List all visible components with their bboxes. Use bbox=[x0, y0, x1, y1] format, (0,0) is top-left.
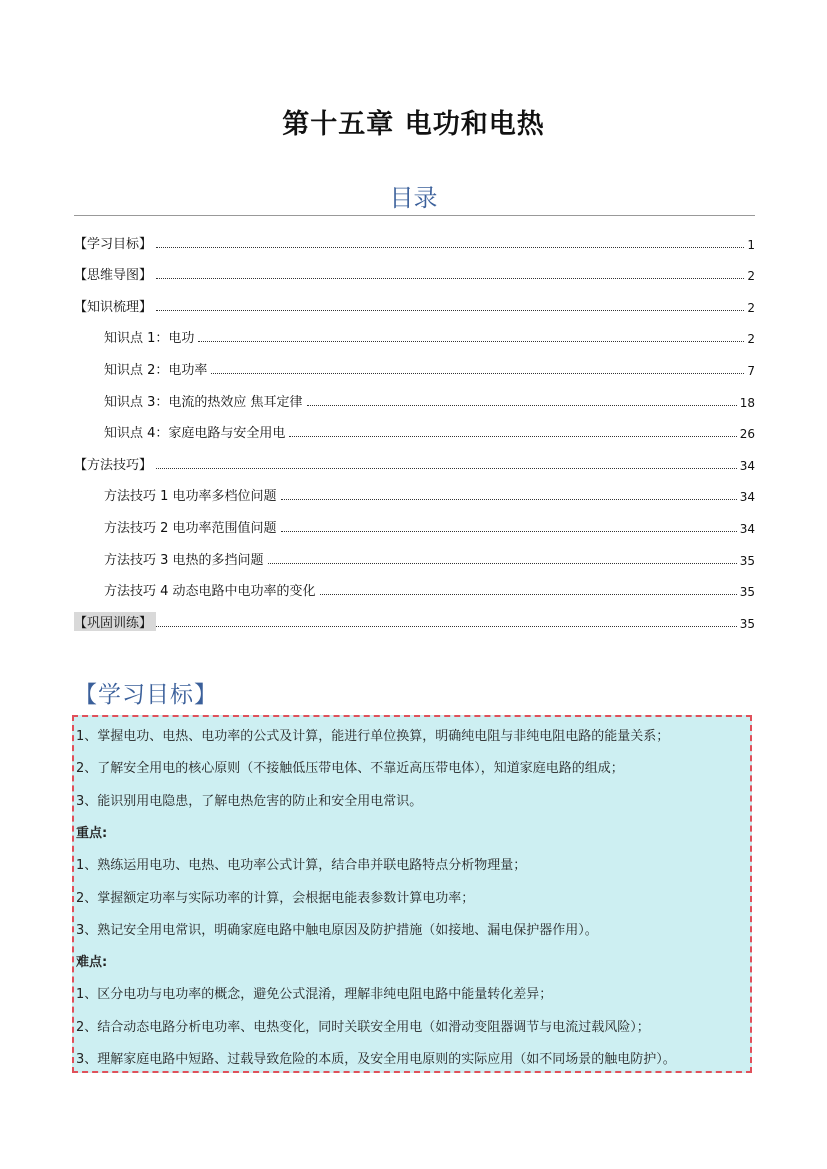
page-title: 第十五章 电功和电热 bbox=[282, 109, 545, 140]
toc-subentry[interactable] bbox=[74, 568, 755, 600]
toc-entry-label: 知识点 1：电功 bbox=[104, 331, 195, 347]
toc-entry-label: 【知识梳理】 bbox=[74, 299, 153, 315]
section-heading: 【学习目标】 bbox=[74, 682, 218, 708]
objective-item: 1、掌握电功、电热、电功率的公式及计算，能进行单位换算，明确纯电阻与非纯电阻电路的能量关系； bbox=[76, 729, 670, 744]
toc-entry-page: 34 bbox=[739, 521, 755, 536]
toc-leader-dots bbox=[307, 404, 737, 406]
objective-item: 3、理解家庭电路中短路、过载导致危险的本质，及安全用电原则的实际应用（如不同场景的触电防护）。 bbox=[76, 1052, 676, 1067]
objective-item: 1、熟练运用电功、电热、电功率公式计算，结合串并联电路特点分析物理量； bbox=[76, 858, 527, 873]
toc-leader-dots bbox=[268, 562, 737, 564]
toc-entry-label: 【巩固训练】 bbox=[74, 612, 156, 631]
toc-subentry[interactable] bbox=[74, 473, 755, 505]
toc-entry[interactable] bbox=[74, 441, 755, 473]
key-points-label: 重点: bbox=[76, 826, 108, 841]
objective-item: 1、区分电功与电功率的概念，避免公式混淆，理解非纯电阻电路中能量转化差异； bbox=[76, 987, 553, 1002]
toc-entry-page: 35 bbox=[739, 585, 755, 600]
toc-entry-page: 26 bbox=[739, 427, 755, 442]
toc-entry-page: 2 bbox=[747, 332, 755, 347]
toc-entry-page: 2 bbox=[747, 300, 755, 315]
toc-entry-page: 34 bbox=[739, 490, 755, 505]
toc-entry-label: 【方法技巧】 bbox=[74, 457, 153, 473]
toc-entry-label: 方法技巧 2 电功率范围值问题 bbox=[104, 520, 277, 536]
toc-leader-dots bbox=[281, 530, 737, 532]
toc-entry-page: 18 bbox=[739, 395, 755, 410]
toc-leader-dots bbox=[289, 435, 736, 437]
toc-entry-label: 方法技巧 1 电功率多档位问题 bbox=[104, 489, 277, 505]
toc-entry-page: 7 bbox=[747, 363, 755, 378]
objective-item: 3、能识别用电隐患，了解电热危害的防止和安全用电常识。 bbox=[76, 794, 423, 809]
toc-entry-page: 1 bbox=[747, 237, 755, 252]
toc-entry-page: 35 bbox=[739, 553, 755, 568]
toc-entry[interactable] bbox=[74, 283, 755, 315]
objective-item: 3、熟记安全用电常识，明确家庭电路中触电原因及防护措施（如接地、漏电保护器作用）。 bbox=[76, 923, 598, 938]
toc-leader-dots bbox=[156, 277, 744, 279]
objectives-box bbox=[72, 715, 752, 1073]
toc-leader-dots bbox=[156, 309, 744, 311]
toc-subentry[interactable] bbox=[74, 315, 755, 347]
objective-item: 2、掌握额定功率与实际功率的计算，会根据电能表参数计算电功率； bbox=[76, 891, 475, 906]
toc-entry-label: 方法技巧 4 动态电路中电功率的变化 bbox=[104, 584, 316, 600]
toc-entry-label: 知识点 3：电流的热效应 焦耳定律 bbox=[104, 394, 303, 410]
toc-entry[interactable] bbox=[74, 252, 755, 284]
toc-subentry[interactable] bbox=[74, 378, 755, 410]
toc-leader-dots bbox=[156, 467, 737, 469]
toc-entry-label: 【学习目标】 bbox=[74, 236, 153, 252]
toc-subentry[interactable] bbox=[74, 410, 755, 442]
toc-entry-page: 35 bbox=[739, 616, 755, 631]
toc-leader-dots bbox=[211, 372, 744, 374]
toc-leader-dots bbox=[281, 498, 737, 500]
toc-entry-page: 2 bbox=[747, 269, 755, 284]
toc-entry-page: 34 bbox=[739, 458, 755, 473]
toc-subentry[interactable] bbox=[74, 346, 755, 378]
objective-item: 2、了解安全用电的核心原则（不接触低压带电体、不靠近高压带电体），知道家庭电路的组成； bbox=[76, 761, 624, 776]
toc-entry-label: 方法技巧 3 电热的多挡问题 bbox=[104, 552, 264, 568]
toc-leader-dots bbox=[198, 340, 744, 342]
table-of-contents bbox=[74, 220, 755, 631]
toc-leader-dots bbox=[156, 246, 744, 248]
toc-subentry[interactable] bbox=[74, 536, 755, 568]
toc-entry[interactable] bbox=[74, 220, 755, 252]
toc-subentry[interactable] bbox=[74, 504, 755, 536]
toc-leader-dots bbox=[320, 593, 737, 595]
toc-entry[interactable] bbox=[74, 599, 755, 631]
toc-title: 目录 bbox=[389, 184, 438, 212]
toc-divider bbox=[74, 215, 755, 216]
toc-entry-label: 知识点 2：电功率 bbox=[104, 362, 208, 378]
toc-leader-dots bbox=[156, 625, 737, 627]
difficult-points-label: 难点: bbox=[76, 955, 108, 970]
toc-entry-label: 知识点 4：家庭电路与安全用电 bbox=[104, 426, 286, 442]
toc-entry-label: 【思维导图】 bbox=[74, 268, 153, 284]
objective-item: 2、结合动态电路分析电功率、电热变化，同时关联安全用电（如滑动变阻器调节与电流过载风险）； bbox=[76, 1020, 650, 1035]
